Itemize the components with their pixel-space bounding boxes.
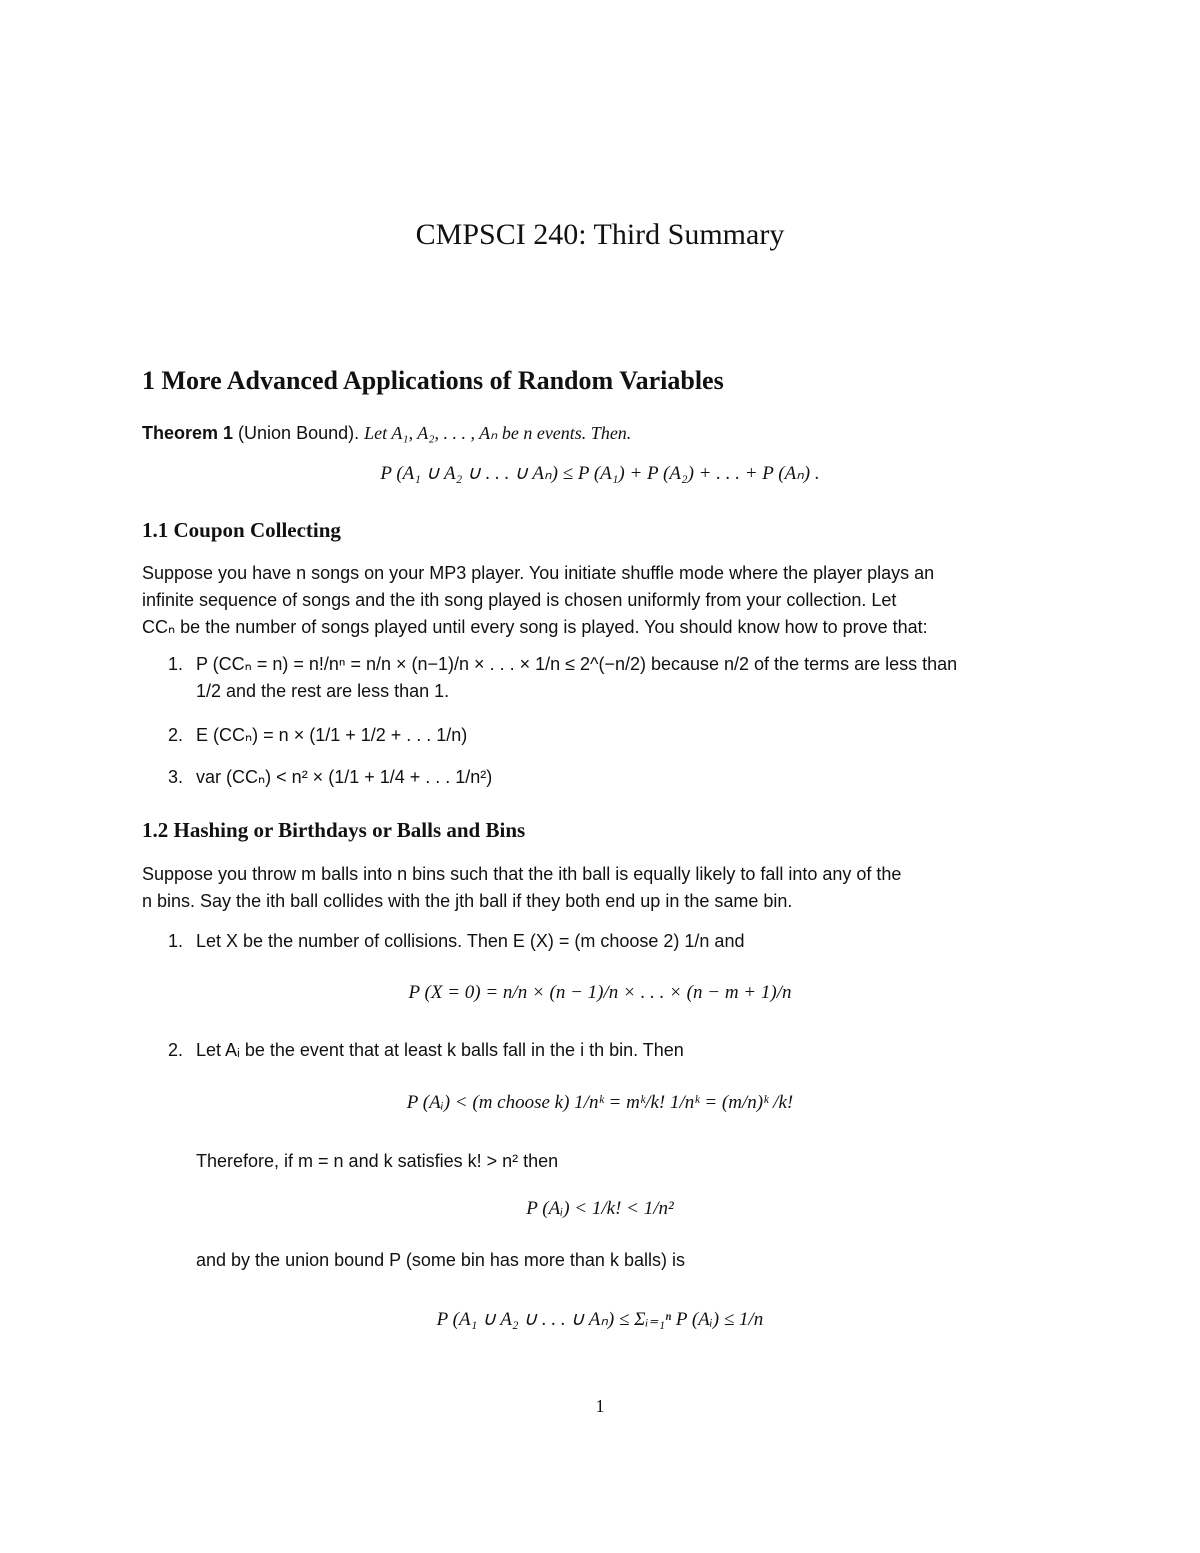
equation-union-bound: P (A₁ ∪ A₂ ∪ . . . ∪ Aₙ) ≤ Σᵢ₌₁ⁿ P (Aᵢ) ≤ 1/n xyxy=(436,1309,764,1330)
list-item xyxy=(168,764,1068,791)
paragraph-1-1-line-1: Suppose you have n songs on your MP3 player. You initiate shuffle mode where the player plays an xyxy=(142,563,935,583)
paragraph-1-2-line-1: Suppose you throw m balls into n bins such that the ith ball is equally likely to fall into any of the xyxy=(142,864,902,884)
paragraph-1-1-line-2: infinite sequence of songs and the ith song played is chosen uniformly from your collection. Let xyxy=(142,590,897,610)
theorem-label: Theorem 1 xyxy=(142,423,234,443)
equation-bin-bound: P (Aᵢ) < (m choose k) 1/nᵏ = mᵏ/k! 1/nᵏ = (m/n)ᵏ /k! xyxy=(406,1092,794,1113)
equation-bin-prob: P (Aᵢ) < 1/k! < 1/n² xyxy=(526,1198,674,1219)
list-item xyxy=(168,1037,1068,1064)
list-item-text: Let X be the number of collisions. Then E (X) = (m choose 2) 1/n and xyxy=(196,931,745,951)
list-item-number: 2. xyxy=(168,1040,184,1060)
list-item-number: 1. xyxy=(168,931,184,951)
list-item-text: Let Aᵢ be the event that at least k balls fall in the i th bin. Then xyxy=(196,1040,684,1060)
paragraph-1-1-line-3: CCₙ be the number of songs played until every song is played. You should know how to prove that: xyxy=(142,617,928,637)
list-item-text: P (CCₙ = n) = n!/nⁿ = n/n × (n−1)/n × . . . × 1/n ≤ 2^(−n/2) because n/2 of the terms are less than xyxy=(196,654,958,674)
theorem-statement: Let A₁, A₂, . . . , Aₙ be n events. Then. xyxy=(364,423,632,443)
theorem-name: (Union Bound). xyxy=(238,423,360,443)
list-item-number: 3. xyxy=(168,767,184,787)
list-item-number: 2. xyxy=(168,725,184,745)
list-item xyxy=(168,651,1068,678)
list-item-text: var (CCₙ) < n² × (1/1 + 1/4 + . . . 1/n²) xyxy=(196,767,493,787)
page-title: CMPSCI 240: Third Summary xyxy=(415,218,785,251)
list-item-number: 1. xyxy=(168,654,184,674)
theorem-1 xyxy=(142,420,1062,447)
list-item xyxy=(168,722,1068,749)
theorem-equation: P (A₁ ∪ A₂ ∪ . . . ∪ Aₙ) ≤ P (A₁) + P (A₂) + . . . + P (Aₙ) . xyxy=(380,463,820,484)
section-heading-1: 1 More Advanced Applications of Random Variables xyxy=(142,366,724,395)
section-heading-1-2: 1.2 Hashing or Birthdays or Balls and Bins xyxy=(142,818,526,842)
page-number: 1 xyxy=(595,1396,605,1416)
list-item-continuation: 1/2 and the rest are less than 1. xyxy=(196,681,450,701)
union-bound-line: and by the union bound P (some bin has more than k balls) is xyxy=(196,1250,685,1270)
equation-collisions: P (X = 0) = n/n × (n − 1)/n × . . . × (n − m + 1)/n xyxy=(408,982,792,1003)
section-heading-1-1: 1.1 Coupon Collecting xyxy=(142,518,341,542)
paragraph-1-2-line-2: n bins. Say the ith ball collides with the jth ball if they both end up in the same bin. xyxy=(142,891,793,911)
therefore-line: Therefore, if m = n and k satisfies k! > n² then xyxy=(196,1151,559,1171)
list-item-text: E (CCₙ) = n × (1/1 + 1/2 + . . . 1/n) xyxy=(196,725,468,745)
list-item xyxy=(168,928,1068,955)
